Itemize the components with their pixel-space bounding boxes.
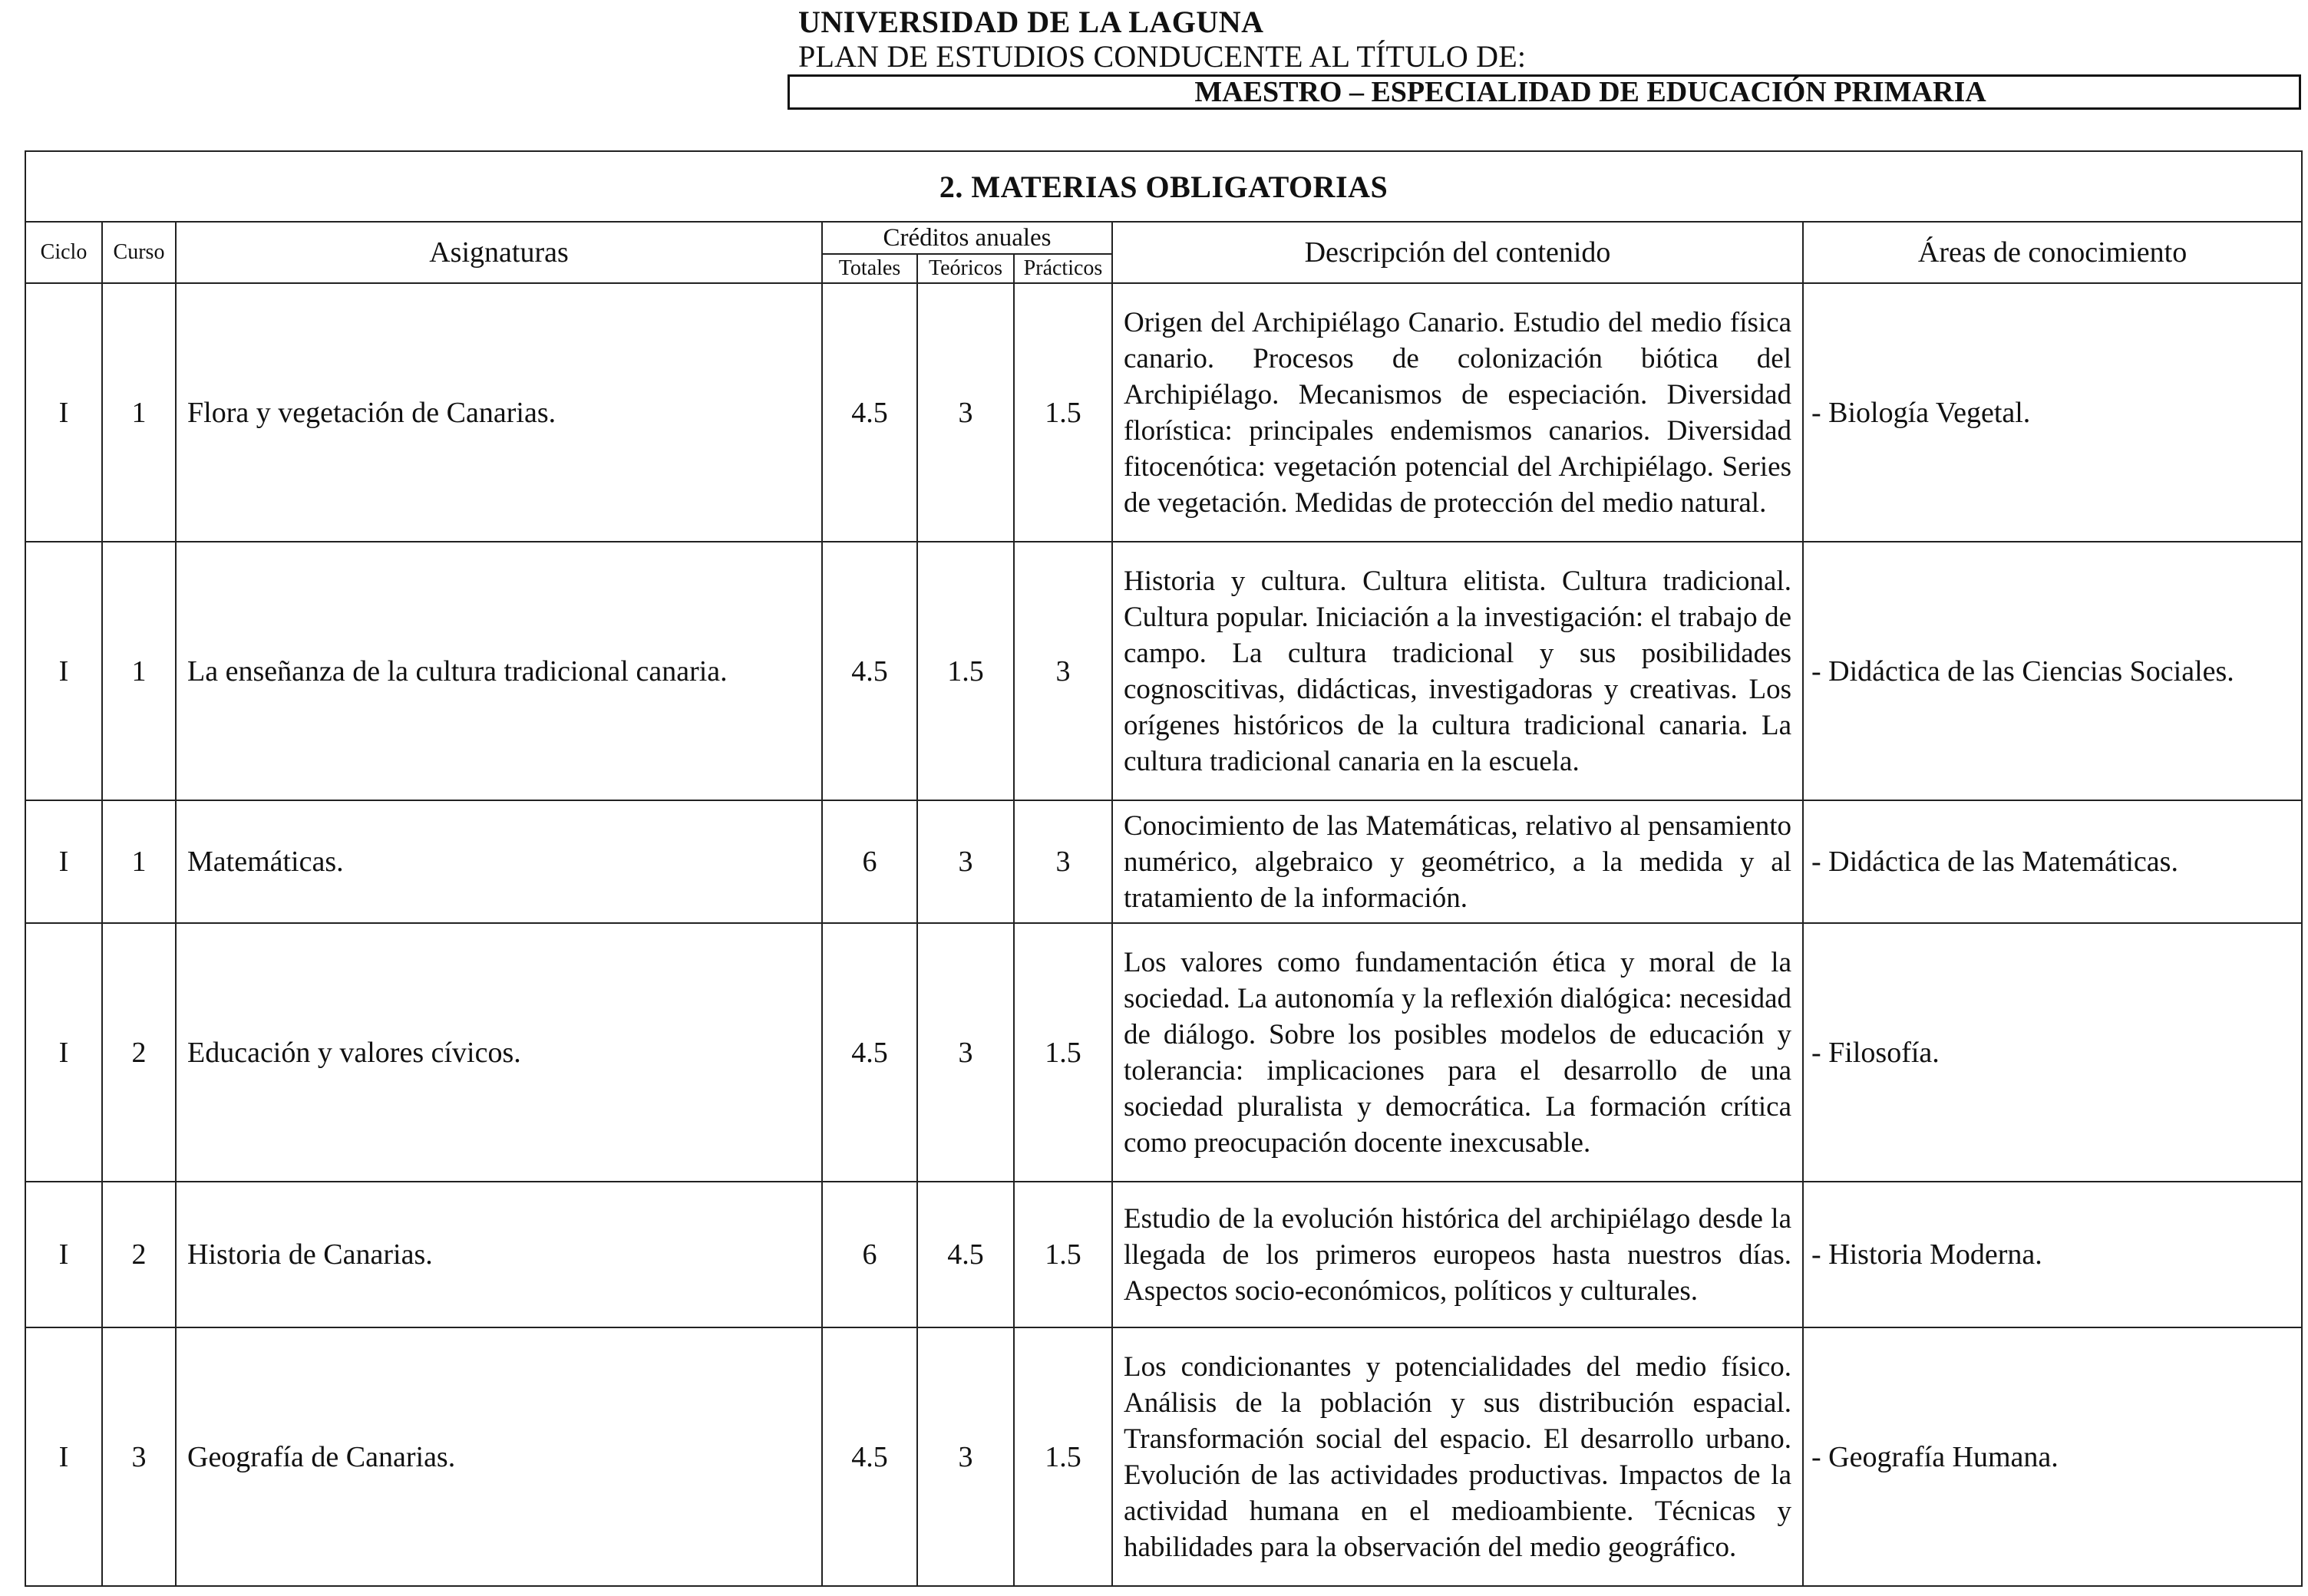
totales-cell: 4.5 <box>822 1327 917 1586</box>
asignatura-cell: La enseñanza de la cultura tradicional canaria. <box>176 542 822 800</box>
area-cell: - Didáctica de las Ciencias Sociales. <box>1803 542 2302 800</box>
asignatura-cell: Geografía de Canarias. <box>176 1327 822 1586</box>
descripcion-cell: Los condicionantes y potencialidades del medio físico. Análisis de la población y sus distribución espacial. Transformación social del espacio. El desarrollo urbano. Evolución de las actividades productivas. Impactos de la actividad humana en el medioambiente. Técnicas y habilidades para la observación del medio geográfico. <box>1112 1327 1803 1586</box>
practicos-cell: 1.5 <box>1014 283 1112 542</box>
materias-table <box>25 150 2303 1587</box>
area-cell: - Filosofía. <box>1803 923 2302 1182</box>
ciclo-cell: I <box>25 542 102 800</box>
document-header <box>798 5 2303 74</box>
practicos-cell: 1.5 <box>1014 1182 1112 1327</box>
descripcion-cell: Historia y cultura. Cultura elitista. Cultura tradicional. Cultura popular. Iniciación a la investigación: el trabajo de campo. La cultura tradicional y sus posibilidades cognoscitivas, didácticas, investigadoras y creativas. Los orígenes históricos de la cultura tradicional canaria. La cultura tradicional canaria en la escuela. <box>1112 542 1803 800</box>
teoricos-cell: 3 <box>917 1327 1014 1586</box>
asignatura-cell: Flora y vegetación de Canarias. <box>176 283 822 542</box>
table-row <box>25 1182 2302 1327</box>
area-cell: - Geografía Humana. <box>1803 1327 2302 1586</box>
section-title: 2. MATERIAS OBLIGATORIAS <box>25 151 2302 222</box>
col-header-ciclo: Ciclo <box>25 222 102 283</box>
ciclo-cell: I <box>25 283 102 542</box>
plan-title: PLAN DE ESTUDIOS CONDUCENTE AL TÍTULO DE: <box>798 39 1527 74</box>
totales-cell: 4.5 <box>822 923 917 1182</box>
totales-cell: 4.5 <box>822 542 917 800</box>
curso-cell: 2 <box>102 1182 176 1327</box>
descripcion-cell: Conocimiento de las Matemáticas, relativo al pensamiento numérico, algebraico y geométrico, a la medida y al tratamiento de la información. <box>1112 800 1803 923</box>
practicos-cell: 1.5 <box>1014 1327 1112 1586</box>
descripcion-cell: Los valores como fundamentación ética y moral de la sociedad. La autonomía y la reflexión dialógica: necesidad de diálogo. Sobre los posibles modelos de educación y tolerancia: implicaciones para el desarrollo de una sociedad pluralista y democrática. La formación crítica como preocupación docente inexcusable. <box>1112 923 1803 1182</box>
teoricos-cell: 1.5 <box>917 542 1014 800</box>
col-header-descripcion: Descripción del contenido <box>1112 222 1803 283</box>
practicos-cell: 3 <box>1014 542 1112 800</box>
totales-cell: 6 <box>822 1182 917 1327</box>
teoricos-cell: 3 <box>917 800 1014 923</box>
area-cell: - Historia Moderna. <box>1803 1182 2302 1327</box>
col-header-creditos: Créditos anuales <box>822 222 1112 254</box>
practicos-cell: 1.5 <box>1014 923 1112 1182</box>
descripcion-cell: Origen del Archipiélago Canario. Estudio del medio física canario. Procesos de colonización biótica del Archipiélago. Mecanismos de especiación. Diversidad florística: principales endemismos canarios. Diversidad fitocenótica: vegetación potencial del Archipiélago. Series de vegetación. Medidas de protección del medio natural. <box>1112 283 1803 542</box>
teoricos-cell: 3 <box>917 283 1014 542</box>
totales-cell: 6 <box>822 800 917 923</box>
ciclo-cell: I <box>25 1327 102 1586</box>
teoricos-cell: 3 <box>917 923 1014 1182</box>
curso-cell: 1 <box>102 542 176 800</box>
ciclo-cell: I <box>25 923 102 1182</box>
area-cell: - Biología Vegetal. <box>1803 283 2302 542</box>
area-cell: - Didáctica de las Matemáticas. <box>1803 800 2302 923</box>
col-header-asignaturas: Asignaturas <box>176 222 822 283</box>
curso-cell: 1 <box>102 800 176 923</box>
col-header-practicos: Prácticos <box>1014 254 1112 283</box>
practicos-cell: 3 <box>1014 800 1112 923</box>
asignatura-cell: Historia de Canarias. <box>176 1182 822 1327</box>
totales-cell: 4.5 <box>822 283 917 542</box>
table-row <box>25 1327 2302 1586</box>
col-header-curso: Curso <box>102 222 176 283</box>
col-header-totales: Totales <box>822 254 917 283</box>
university-name: UNIVERSIDAD DE LA LAGUNA <box>798 5 1264 39</box>
curso-cell: 3 <box>102 1327 176 1586</box>
asignatura-cell: Educación y valores cívicos. <box>176 923 822 1182</box>
ciclo-cell: I <box>25 800 102 923</box>
table-row <box>25 283 2302 542</box>
table-row <box>25 923 2302 1182</box>
ciclo-cell: I <box>25 1182 102 1327</box>
curso-cell: 2 <box>102 923 176 1182</box>
col-header-teoricos: Teóricos <box>917 254 1014 283</box>
table-row <box>25 800 2302 923</box>
descripcion-cell: Estudio de la evolución histórica del archipiélago desde la llegada de los primeros europeos hasta nuestros días. Aspectos socio-económicos, políticos y culturales. <box>1112 1182 1803 1327</box>
asignatura-cell: Matemáticas. <box>176 800 822 923</box>
degree-title: MAESTRO – ESPECIALIDAD DE EDUCACIÓN PRIMARIA <box>787 74 2301 110</box>
col-header-areas: Áreas de conocimiento <box>1803 222 2302 283</box>
teoricos-cell: 4.5 <box>917 1182 1014 1327</box>
curso-cell: 1 <box>102 283 176 542</box>
table-row <box>25 542 2302 800</box>
